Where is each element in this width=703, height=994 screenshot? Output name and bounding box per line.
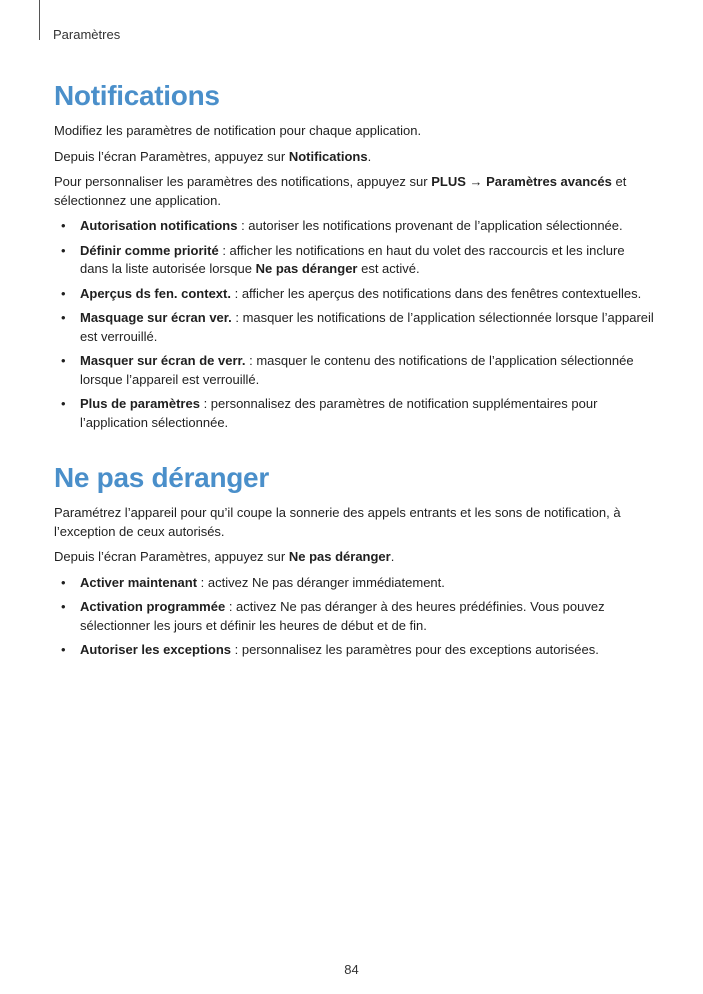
list-item: • Activation programmée : activez Ne pas déranger à des heures prédéfinies. Vous pouvez sélectionner les jours et définir les heures de début et de fin. (61, 599, 605, 633)
section-title: Ne pas déranger (54, 462, 269, 493)
page-number: 84 (344, 962, 359, 977)
list-item: • Autoriser les exceptions : personnalisez les paramètres pour des exceptions autorisées. (54, 641, 654, 660)
bullet: • (61, 599, 66, 614)
list-item: • Plus de paramètres : personnalisez des paramètres de notification supplémentaires pour l’application sélectionnée. (61, 396, 598, 430)
option-list (54, 217, 654, 432)
bullet: • (61, 396, 66, 411)
paragraph: Paramétrez l’appareil pour qu’il coupe la sonnerie des appels entrants et les sons de notification, à l’exception de ceux autorisés. (54, 505, 621, 539)
option-list (54, 574, 654, 660)
list-item: • Aperçus ds fen. context. : afficher les aperçus des notifications dans des fenêtres contextuelles. (54, 285, 654, 304)
bullet: • (61, 218, 66, 233)
bullet: • (61, 574, 66, 590)
list-item: • Masquage sur écran ver. : masquer les notifications de l’application sélectionnée lorsque l’appareil est verrouillé. (61, 310, 654, 344)
list-item: • Activer maintenant : activez Ne pas déranger immédiatement. (54, 574, 654, 593)
bullet: • (61, 642, 66, 657)
paragraph: Pour personnaliser les paramètres des notifications, appuyez sur PLUS → Paramètres avancés et sélectionnez une application. (54, 174, 627, 208)
main-content (54, 80, 654, 666)
bullet: • (61, 242, 66, 258)
section-notifications (54, 80, 654, 432)
list-item: • Autorisation notifications : autoriser les notifications provenant de l’application sélectionnée. (54, 217, 654, 236)
bullet: • (61, 285, 66, 301)
bullet: • (61, 310, 66, 325)
paragraph: Depuis l’écran Paramètres, appuyez sur Ne pas déranger. (54, 549, 395, 564)
paragraph: Depuis l’écran Paramètres, appuyez sur Notifications. (54, 148, 372, 164)
bullet: • (61, 353, 66, 368)
section-title: Notifications (54, 80, 220, 111)
list-item: • Masquer sur écran de verr. : masquer le contenu des notifications de l’application sélectionnée lorsque l’appareil est verrouillé. (61, 353, 634, 387)
section-ne-pas-deranger (54, 462, 654, 660)
header-divider (39, 0, 40, 40)
paragraph: Modifiez les paramètres de notification pour chaque application. (54, 123, 422, 138)
list-item: • Définir comme priorité : afficher les notifications en haut du volet des raccourcis et les inclure dans la liste autorisée lorsque Ne pas déranger est activé. (61, 242, 625, 276)
running-header: Paramètres (53, 27, 121, 42)
